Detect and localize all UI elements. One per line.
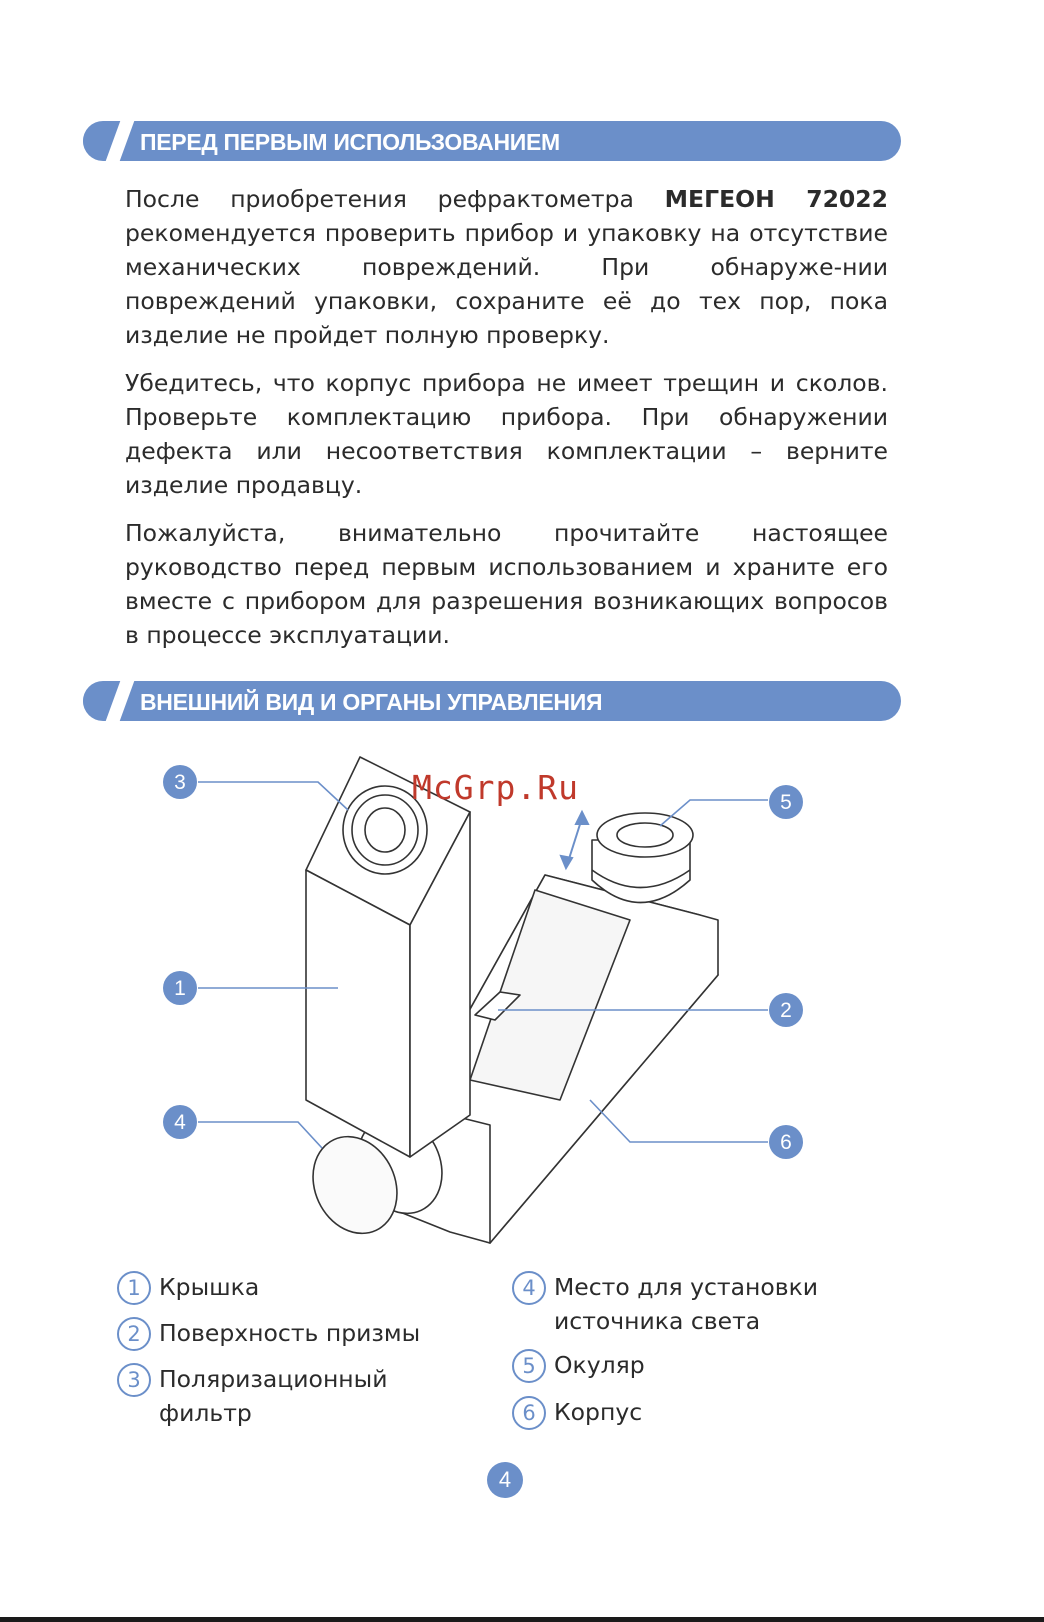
paragraph-1 <box>125 182 888 352</box>
leader-3 <box>198 782 348 810</box>
legend-item-5 <box>512 1349 645 1383</box>
watermark: McGrp.Ru <box>412 768 579 807</box>
legend-item-4 <box>512 1271 818 1338</box>
callout-4-label: 4 <box>174 1111 186 1134</box>
section-header-appearance-controls <box>83 681 901 721</box>
eyepiece-top-inner <box>617 823 673 847</box>
paragraph-3: Пожалуйста, внимательно прочитайте настоящее руководство перед первым использованием и храните его вместе с прибором для разрешения возникающих вопросов в процессе эксплуатации. <box>125 519 888 649</box>
legend-num: 5 <box>512 1349 546 1383</box>
callout-2-label: 2 <box>780 999 792 1022</box>
paragraph-2: Убедитесь, что корпус прибора не имеет трещин и сколов. Проверьте комплектацию прибора. При обнаружении дефекта или несоответствия комплектации – верните изделие продавцу. <box>125 369 888 499</box>
section-header-before-first-use <box>83 121 901 161</box>
legend-num: 2 <box>117 1317 151 1351</box>
legend-item-1 <box>117 1271 259 1305</box>
legend-num: 6 <box>512 1396 546 1430</box>
legend-text: Окуляр <box>554 1351 645 1379</box>
legend-text: Поверхность призмы <box>159 1319 421 1347</box>
legend-item-3 <box>117 1363 388 1430</box>
leader-6 <box>590 1100 768 1142</box>
section-title: ПЕРЕД ПЕРВЫМ ИСПОЛЬЗОВАНИЕМ <box>140 129 560 155</box>
legend-item-2 <box>117 1317 420 1351</box>
rotation-arrow <box>561 812 588 868</box>
refractometer-illustration <box>0 740 1044 1260</box>
legend-text: Место для установки источника света <box>554 1273 819 1335</box>
callout-6-label: 6 <box>780 1131 792 1154</box>
legend-num: 4 <box>512 1271 546 1305</box>
callout-5-label: 5 <box>780 791 792 814</box>
legend-text: Крышка <box>159 1273 260 1301</box>
legend-text: Корпус <box>554 1398 643 1426</box>
callout-3-label: 3 <box>174 771 186 794</box>
paragraph-1-text: После приобретения рефрактометра <box>125 185 665 213</box>
callout-1-label: 1 <box>174 977 186 1000</box>
page-number: 4 <box>487 1462 523 1498</box>
bottom-rule <box>0 1617 1044 1622</box>
brand-name: МЕГЕОН 72022 <box>664 185 888 213</box>
legend-num: 1 <box>117 1271 151 1305</box>
filter-inner <box>365 808 405 852</box>
section-title: ВНЕШНИЙ ВИД И ОРГАНЫ УПРАВЛЕНИЯ <box>140 689 603 715</box>
paragraph-1-text-cont: рекомендуется проверить прибор и упаковку на отсутствие механических повреждений. При обнаруже-нии повреждений упаковки, сохраните её до тех пор, пока изделие не пройдет полную проверку. <box>125 219 888 349</box>
leader-4 <box>198 1122 322 1148</box>
legend-text: Поляризационный фильтр <box>159 1365 388 1427</box>
legend-item-6 <box>512 1396 642 1430</box>
legend-num: 3 <box>117 1363 151 1397</box>
